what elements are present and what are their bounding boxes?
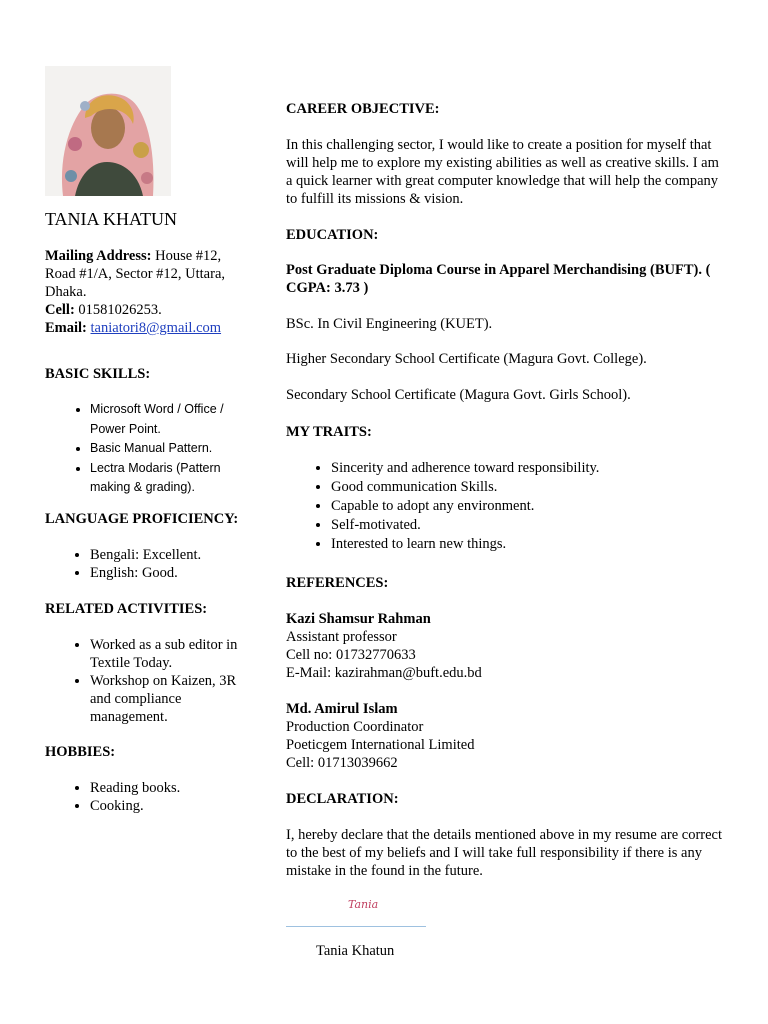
signature-mark: Tania <box>348 898 379 911</box>
list-item: • Good communication Skills. <box>331 478 726 497</box>
profile-photo <box>45 66 171 196</box>
reference-1 <box>286 610 726 682</box>
reference-cell: Cell no: 01732770633 <box>286 647 416 663</box>
traits-list <box>286 459 726 554</box>
contact-block <box>45 247 245 337</box>
list-item: • English: Good. <box>90 564 245 582</box>
list-item: • Sincerity and adherence toward responsibility. <box>331 459 726 478</box>
reference-title: Production Coordinator <box>286 719 424 735</box>
basic-skills-list <box>45 400 245 498</box>
career-objective-heading: CAREER OBJECTIVE: <box>286 101 440 117</box>
reference-email: E-Mail: kazirahman@buft.edu.bd <box>286 665 482 681</box>
traits-heading: MY TRAITS: <box>286 424 372 440</box>
reference-2 <box>286 700 726 772</box>
candidate-name: TANIA KHATUN <box>45 209 178 229</box>
reference-cell: Cell: 01713039662 <box>286 755 398 771</box>
signature-line <box>286 926 426 927</box>
education-heading: EDUCATION: <box>286 227 379 243</box>
signature-area <box>286 890 726 959</box>
signature-name: Tania Khatun <box>316 943 395 959</box>
education-pgd: Post Graduate Diploma Course in Apparel Merchandising (BUFT). ( CGPA: 3.73 ) <box>286 262 711 296</box>
language-list <box>45 546 245 582</box>
left-column <box>45 66 245 815</box>
declaration-heading: DECLARATION: <box>286 791 399 807</box>
list-item: • Workshop on Kaizen, 3R and compliance management. <box>90 672 245 726</box>
mailing-address <box>45 247 245 301</box>
list-item: • Interested to learn new things. <box>331 535 726 554</box>
list-item: • Cooking. <box>90 797 245 815</box>
list-item: • Worked as a sub editor in Textile Today. <box>90 636 245 672</box>
career-objective-text: In this challenging sector, I would like to create a position for myself that will help me to explore my existing abilities as well as creative skills. I am a quick learner with great computer knowledge that will help the company to fulfill its missions & vision. <box>286 137 719 207</box>
reference-title: Assistant professor <box>286 629 397 645</box>
list-item: • Basic Manual Pattern. <box>90 439 245 459</box>
reference-name: Md. Amirul Islam <box>286 701 398 717</box>
activities-list <box>45 636 245 726</box>
declaration-text: I, hereby declare that the details mentioned above in my resume are correct to the best of my beliefs and I will take full responsibility if there is any mistake in the found in the future. <box>286 827 723 879</box>
list-item: • Bengali: Excellent. <box>90 546 245 564</box>
mailing-address-value: House #12, Road #1/A, Sector #12, Uttara, Dhaka. <box>45 248 226 300</box>
mailing-address-label: Mailing Address: <box>45 248 152 264</box>
activities-heading: RELATED ACTIVITIES: <box>45 600 208 617</box>
email-label: Email: <box>45 320 87 336</box>
cell-value: 01581026253. <box>78 302 162 318</box>
hobbies-heading: HOBBIES: <box>45 743 116 760</box>
references-heading: REFERENCES: <box>286 575 389 591</box>
education-hsc: Higher Secondary School Certificate (Magura Govt. College). <box>286 351 647 367</box>
language-heading: LANGUAGE PROFICIENCY: <box>45 510 239 527</box>
list-item: • Self-motivated. <box>331 516 726 535</box>
email-link[interactable]: taniatori8@gmail.com <box>90 320 222 336</box>
list-item: • Microsoft Word / Office / Power Point. <box>90 400 245 439</box>
cell-label: Cell: <box>45 302 75 318</box>
hobbies-list <box>45 779 245 815</box>
right-column <box>286 100 726 959</box>
email-line <box>45 319 245 337</box>
reference-company: Poeticgem International Limited <box>286 737 475 753</box>
list-item: • Capable to adopt any environment. <box>331 497 726 516</box>
cell-line <box>45 301 245 319</box>
reference-name: Kazi Shamsur Rahman <box>286 611 431 627</box>
list-item: • Reading books. <box>90 779 245 797</box>
list-item: • Lectra Modaris (Pattern making & grading). <box>90 459 245 498</box>
education-ssc: Secondary School Certificate (Magura Govt. Girls School). <box>286 387 631 403</box>
education-bsc: BSc. In Civil Engineering (KUET). <box>286 316 493 332</box>
basic-skills-heading: BASIC SKILLS: <box>45 366 151 382</box>
